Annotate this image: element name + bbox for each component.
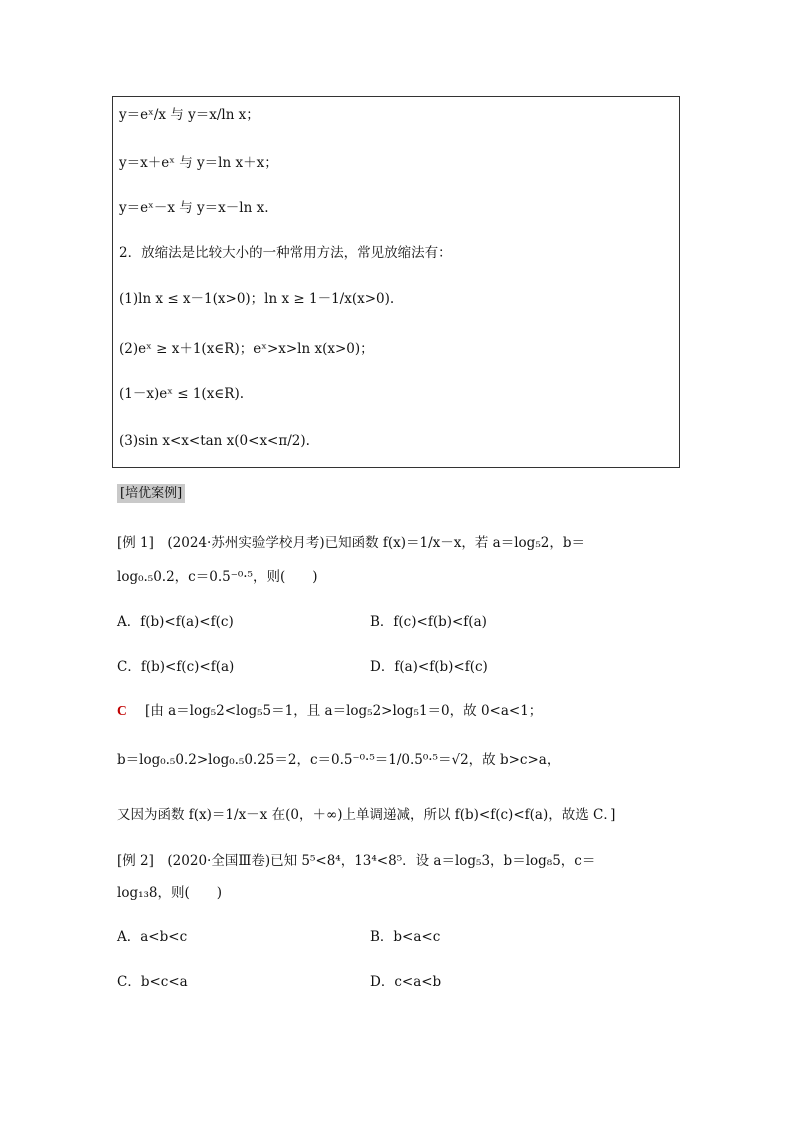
option-b: B．b<a<c xyxy=(370,929,441,945)
option-b: B．f(c)<f(b)<f(a) xyxy=(370,614,487,630)
option-c: C．b<c<a xyxy=(117,974,188,990)
box-line: (3)sin x<x<tan x(0<x<π/2). xyxy=(119,433,310,449)
answer-letter: C xyxy=(117,703,127,718)
box-line: y＝eˣ/x 与 y＝x/ln x； xyxy=(119,107,260,123)
section-tag: [培优案例] xyxy=(117,484,185,503)
box-line: 2．放缩法是比较大小的一种常用方法，常见放缩法有： xyxy=(119,245,452,261)
option-a: A．f(b)<f(a)<f(c) xyxy=(117,614,234,630)
example2-stem: [例 2] (2020·全国Ⅲ卷)已知 5⁵<8⁴，13⁴<8⁵．设 a＝log₅3，b＝log₈5，c＝ xyxy=(117,853,596,869)
example1-stem-cont: log₀.₅0.2，c＝0.5⁻⁰·⁵，则( ) xyxy=(117,569,318,585)
option-d: D．c<a<b xyxy=(370,974,442,990)
example1-stem: [例 1] (2024·苏州实验学校月考)已知函数 f(x)＝1/x－x，若 a＝log₅2，b＝ xyxy=(117,535,585,551)
option-d: D．f(a)<f(b)<f(c) xyxy=(370,659,488,675)
solution-text: [由 a＝log₅2<log₅5＝1，且 a＝log₅2>log₅1＝0，故 0<a<1； xyxy=(145,703,543,719)
box-line: (2)eˣ ≥ x＋1(x∈R)；eˣ>x>ln x(x>0)； xyxy=(119,341,374,357)
solution-line xyxy=(117,701,542,721)
tips-box xyxy=(112,96,680,468)
solution-line: b＝log₀.₅0.2>log₀.₅0.25＝2，c＝0.5⁻⁰·⁵＝1/0.5⁰·⁵＝√2，故 b>c>a， xyxy=(117,752,561,768)
option-a: A．a<b<c xyxy=(117,929,188,945)
box-line: (1－x)eˣ ≤ 1(x∈R). xyxy=(119,386,245,402)
box-line: (1)ln x ≤ x－1(x>0)；ln x ≥ 1－1/x(x>0). xyxy=(119,291,395,307)
box-line: y＝x＋eˣ 与 y＝ln x＋x； xyxy=(119,155,278,171)
box-line: y＝eˣ－x 与 y＝x－ln x. xyxy=(119,200,269,216)
option-c: C．f(b)<f(c)<f(a) xyxy=(117,659,235,675)
solution-line: 又因为函数 f(x)＝1/x－x 在(0，＋∞)上单调递减，所以 f(b)<f(c)<f(a)，故选 C．] xyxy=(117,807,616,823)
example2-stem-cont: log₁₃8，则( ) xyxy=(117,885,223,901)
